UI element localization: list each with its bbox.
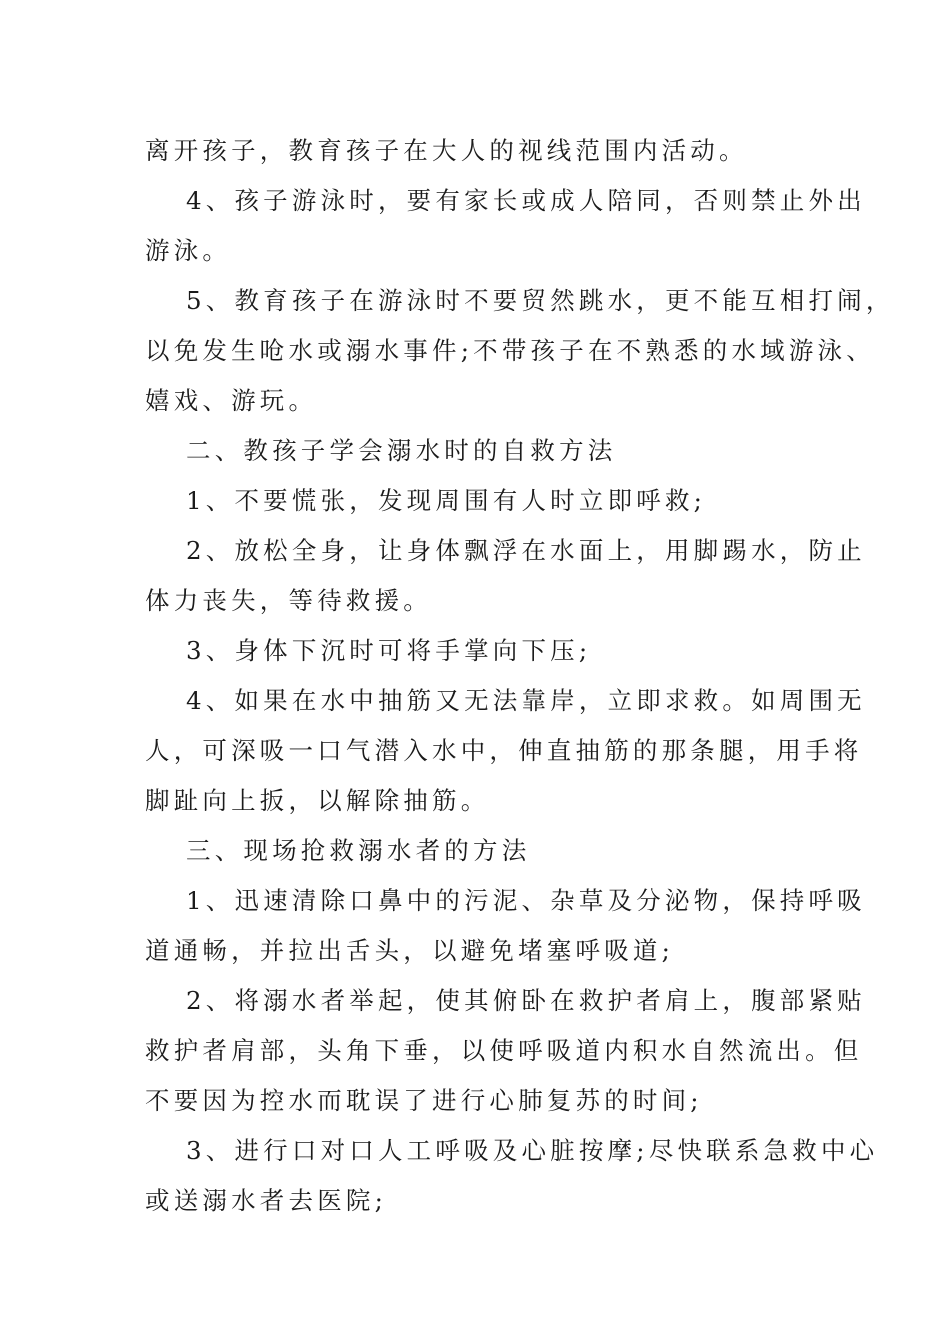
text-line: 体力丧失，等待救援。 bbox=[145, 586, 432, 615]
paragraph-on-site-rescue-3 bbox=[145, 1126, 879, 1226]
text-line: 人，可深吸一口气潜入水中，伸直抽筋的那条腿，用手将 bbox=[145, 736, 863, 765]
text-line: 离开孩子，教育孩子在大人的视线范围内活动。 bbox=[145, 136, 748, 165]
text-line: 4、孩子游泳时，要有家长或成人陪同，否则禁止外出 bbox=[186, 186, 866, 215]
text-line: 5、教育孩子在游泳时不要贸然跳水，更不能互相打闹， bbox=[186, 286, 895, 315]
text-line: 救护者肩部，头角下垂，以使呼吸道内积水自然流出。但 bbox=[145, 1036, 863, 1065]
text-line: 或送溺水者去医院; bbox=[145, 1186, 388, 1215]
paragraph-item-5-no-diving bbox=[145, 276, 895, 426]
paragraph-on-site-rescue-2 bbox=[145, 976, 866, 1126]
paragraph-self-rescue-2 bbox=[145, 526, 866, 626]
text-line: 脚趾向上扳，以解除抽筋。 bbox=[145, 786, 490, 815]
text-line: 不要因为控水而耽误了进行心肺复苏的时间; bbox=[145, 1086, 703, 1115]
section-heading-self-rescue bbox=[145, 426, 825, 476]
paragraph-self-rescue-3 bbox=[145, 626, 825, 676]
document-body bbox=[145, 126, 895, 1226]
paragraph-item-4-swimming-supervision bbox=[145, 176, 866, 276]
text-line: 3、进行口对口人工呼吸及心脏按摩;尽快联系急救中心 bbox=[186, 1136, 879, 1165]
section-heading-on-site-rescue bbox=[145, 826, 825, 876]
text-line: 1、迅速清除口鼻中的污泥、杂草及分泌物，保持呼吸 bbox=[186, 886, 866, 915]
paragraph-self-rescue-1 bbox=[145, 476, 825, 526]
text-line: 1、不要慌张，发现周围有人时立即呼救; bbox=[186, 486, 707, 515]
paragraph-continuation bbox=[145, 126, 825, 176]
text-line: 3、身体下沉时可将手掌向下压; bbox=[186, 636, 592, 665]
text-line: 游泳。 bbox=[145, 236, 232, 265]
heading-line: 二、教孩子学会溺水时的自救方法 bbox=[186, 436, 617, 465]
text-line: 2、将溺水者举起，使其俯卧在救护者肩上，腹部紧贴 bbox=[186, 986, 866, 1015]
text-line: 道通畅，并拉出舌头，以避免堵塞呼吸道; bbox=[145, 936, 675, 965]
paragraph-on-site-rescue-1 bbox=[145, 876, 866, 976]
heading-line: 三、现场抢救溺水者的方法 bbox=[186, 836, 531, 865]
text-line: 2、放松全身，让身体飘浮在水面上，用脚踢水，防止 bbox=[186, 536, 866, 565]
paragraph-self-rescue-4 bbox=[145, 676, 866, 826]
text-line: 以免发生呛水或溺水事件;不带孩子在不熟悉的水域游泳、 bbox=[145, 336, 875, 365]
text-line: 嬉戏、游玩。 bbox=[145, 386, 318, 415]
text-line: 4、如果在水中抽筋又无法靠岸，立即求救。如周围无 bbox=[186, 686, 866, 715]
